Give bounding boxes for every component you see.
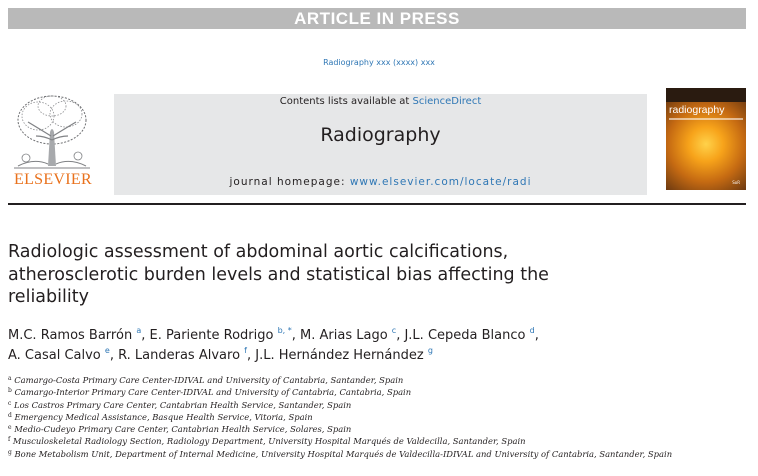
affiliation-key: c — [8, 399, 12, 407]
affiliation-text: Bone Metabolism Unit, Department of Internal Medicine, University Hospital Marqués de Valdecilla-IDIVAL and University of Cantabria, Santander, Spain — [14, 448, 673, 459]
affiliation-ref[interactable]: e — [104, 346, 110, 355]
sciencedirect-link[interactable]: ScienceDirect — [412, 96, 482, 107]
affiliation-ref[interactable]: a — [136, 326, 142, 335]
author-name[interactable]: E. Pariente Rodrigo — [149, 328, 274, 343]
affiliation-key: d — [8, 411, 12, 419]
cover-publisher-mark: SoR — [732, 180, 740, 185]
author-name[interactable]: R. Landeras Alvaro — [118, 348, 241, 363]
cover-top-band — [666, 88, 746, 102]
journal-title: Radiography — [320, 124, 441, 146]
tree-of-knowledge-icon — [8, 92, 96, 172]
journal-cover-thumbnail[interactable] — [666, 88, 746, 190]
elsevier-logo[interactable] — [8, 92, 96, 196]
header-divider — [8, 203, 746, 205]
author-separator: , — [534, 328, 539, 343]
banner-text: ARTICLE IN PRESS — [294, 8, 460, 28]
contents-lists-line — [114, 96, 647, 107]
homepage-url-link[interactable]: www.elsevier.com/locate/radi — [349, 176, 532, 188]
author-separator: , — [247, 348, 256, 363]
journal-citation-link[interactable]: Radiography xxx (xxxx) xxx — [323, 58, 435, 67]
author-name[interactable]: M.C. Ramos Barrón — [8, 328, 133, 343]
affiliation-item — [8, 411, 748, 423]
author-separator: , — [109, 348, 119, 363]
cover-subtitle-line — [669, 118, 743, 120]
title-line: atherosclerotic burden levels and statistical bias affecting the — [8, 264, 549, 285]
affiliation-ref[interactable]: f — [244, 346, 247, 355]
cover-title: radiography — [669, 104, 725, 116]
contents-prefix: Contents lists available at — [279, 96, 413, 107]
author-name[interactable]: J.L. Hernández Hernández — [255, 348, 424, 363]
author-name[interactable]: A. Casal Calvo — [8, 348, 101, 363]
affiliation-ref[interactable]: b, * — [277, 326, 292, 335]
author-line — [8, 326, 748, 346]
elsevier-wordmark: ELSEVIER — [14, 171, 92, 188]
title-line: Radiologic assessment of abdominal aortic calcifications, — [8, 242, 509, 262]
affiliation-text: Los Castros Primary Care Center, Cantabrian Health Service, Santander, Spain — [14, 399, 352, 410]
article-title — [8, 241, 608, 309]
affiliation-text: Emergency Medical Assistance, Basque Health Service, Vitoria, Spain — [14, 411, 313, 422]
affiliation-key: f — [8, 436, 11, 444]
affiliation-text: Musculoskeletal Radiology Section, Radiology Department, University Hospital Marqués de Valdecilla, Santander, Spain — [12, 436, 526, 447]
affiliation-item — [8, 448, 748, 460]
affiliation-text: Camargo-Interior Primary Care Center-IDIVAL and University of Cantabria, Cantabria, Spain — [14, 387, 412, 398]
affiliation-text: Camargo-Costa Primary Care Center-IDIVAL and University of Cantabria, Santander, Spain — [14, 375, 404, 385]
author-name[interactable]: M. Arias Lago — [300, 328, 388, 343]
homepage-prefix: journal homepage: — [229, 176, 350, 188]
journal-homepage-line — [114, 176, 647, 188]
author-separator: , — [291, 328, 301, 343]
author-separator: , — [396, 328, 405, 343]
affiliation-item — [8, 435, 748, 447]
affiliation-item — [8, 423, 748, 435]
title-line: reliability — [8, 287, 89, 307]
author-name[interactable]: J.L. Cepeda Blanco — [404, 328, 526, 343]
journal-header-box — [114, 94, 647, 195]
affiliation-key: g — [8, 448, 12, 456]
affiliation-key: e — [8, 424, 12, 432]
affiliation-ref[interactable]: c — [391, 326, 397, 335]
affiliation-item — [8, 374, 748, 386]
author-line — [8, 346, 748, 366]
author-list — [8, 326, 748, 366]
article-in-press-banner — [8, 8, 746, 29]
affiliation-item — [8, 386, 748, 398]
affiliation-key: a — [8, 375, 12, 382]
affiliation-ref[interactable]: g — [427, 346, 433, 355]
affiliations-list — [8, 374, 748, 460]
affiliation-item — [8, 399, 748, 411]
affiliation-ref[interactable]: d — [529, 326, 535, 335]
affiliation-key: b — [8, 387, 12, 395]
affiliation-text: Medio-Cudeyo Primary Care Center, Cantabrian Health Service, Solares, Spain — [14, 424, 352, 435]
author-separator: , — [141, 328, 150, 343]
